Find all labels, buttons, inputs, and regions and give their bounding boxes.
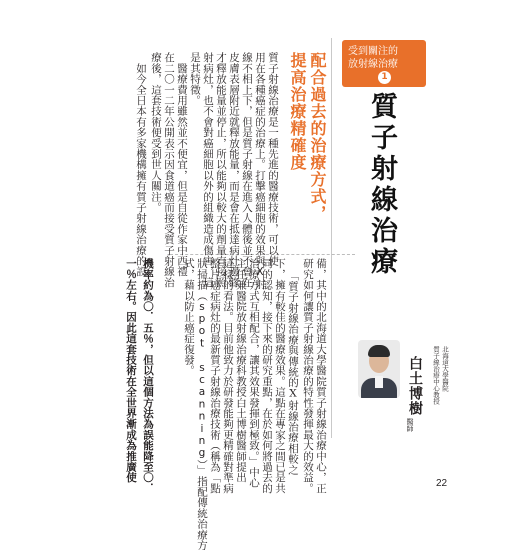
quote-line-4: 治療方式互相配合，讓其效果發揮到極致。」中心	[248, 258, 260, 489]
body-line-11: 如今全日本有多家機構擁有質子射線治療的設	[135, 52, 147, 277]
body-line-5: 才釋放能量並停止，所以能夠以較大的劑量直接照	[215, 52, 227, 288]
body-line-2: 用在各種癌症的治療上。打擊癌細胞的效果與X射	[254, 52, 266, 289]
tab-number-badge: 1	[378, 71, 391, 84]
section-tab	[342, 40, 426, 87]
body-line-10: 療後，這套技術便受到世人關注。	[150, 52, 162, 213]
body-line-9: 在二〇一二年公開表示因食道癌而接受質子射線治	[163, 52, 175, 288]
quote-line-1: 「質子射線治療與傳統的X射線治療相較之	[287, 270, 299, 475]
intro-line-2: 研究如何讓質子射線治療的特性發揮最大的效益。	[302, 258, 314, 494]
subheading-line-1: 配合過去的治療方式，	[308, 52, 327, 222]
body-line-8: 醫療費用雖然並不便宜，但是自從作家中西禮	[176, 52, 188, 277]
body-line-4: 皮膚表層附近就釋放能量，而是會在抵達病灶邊緣	[228, 52, 240, 288]
quote-line-2: 下，擁有較佳的醫療效果。這點在專家之間已是共	[274, 258, 286, 494]
page-number: 22	[436, 478, 448, 489]
doctor-title: 醫師	[406, 418, 414, 432]
lower-line-1: 機率約為〇．五％，但以這個方法為誤能降至〇．	[142, 258, 154, 494]
quote-line-7: 整片癌症病灶的最新質子射線治療技術（稱為「點	[209, 258, 221, 494]
intro-line-1: 備，其中的北海道大學醫院質子射線治療中心，正	[315, 258, 327, 494]
quote-line-6: 這樣的看法。目前他致力於研發能夠更精確對準病	[222, 258, 234, 494]
quote-line-3: 同的認知，接下來的研究重點，在於如何將過去的	[261, 258, 273, 494]
subheading-line-2: 提高治療精確度	[288, 52, 307, 171]
quote-line-9: 式，藉以防止癌症復發。	[183, 258, 195, 376]
doctor-name: 白土博樹	[407, 356, 423, 416]
body-line-6: 射病灶，也不會對癌細胞以外的組織造成傷害，這	[202, 52, 214, 288]
page-divider	[331, 38, 332, 438]
doctor-photo	[358, 340, 400, 398]
body-line-3: 線不相上下，但是質子射線在進入人體後並不會在	[241, 52, 253, 288]
quote-line-8: 狀掃描（spot scanning）」指配傳統治療方	[196, 258, 208, 550]
quote-line-5: 主任兼醫院放射線治療科教授白土博樹醫師提出	[235, 258, 247, 483]
body-line-7: 是其特徵。	[189, 52, 201, 106]
doctor-affiliation-2: 質子線治療中心教授	[432, 346, 440, 405]
chapter-title: 質子射線治療	[366, 92, 397, 278]
body-line-1: 質子射線治療是一種先進的醫療技術，可以使	[267, 52, 279, 266]
tab-line-2: 放射線治療	[348, 59, 398, 70]
tab-line-1: 受到關注的	[348, 46, 398, 57]
doctor-affiliation-1: 北海道大學醫院	[441, 346, 449, 392]
lower-line-2: 一％左右。因此這套技術在全世界漸成為推廣使	[125, 258, 137, 483]
